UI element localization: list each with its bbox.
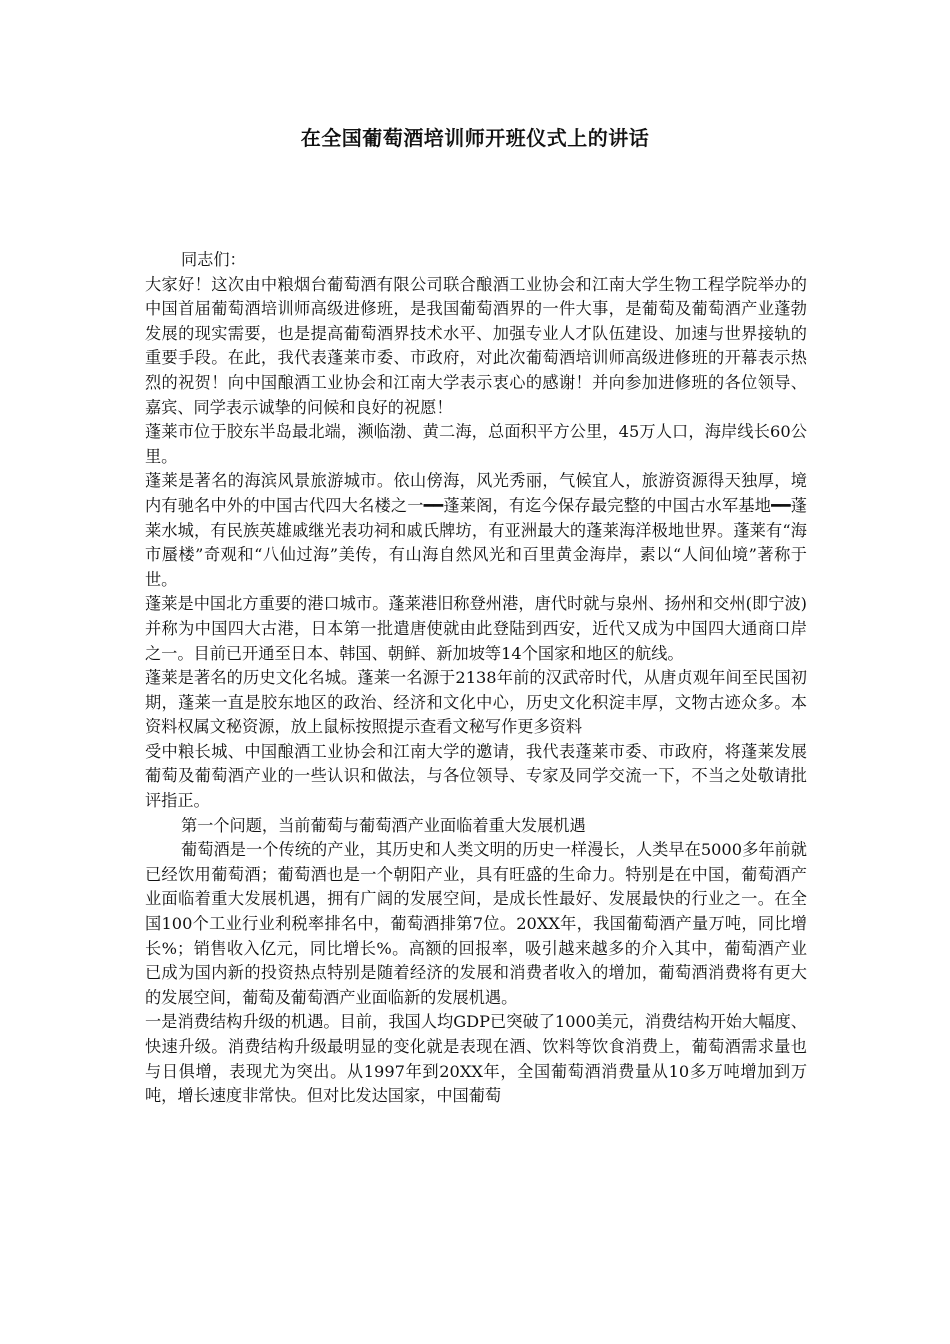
salutation: 同志们： xyxy=(181,250,246,269)
paragraph: 葡萄酒是一个传统的产业，其历史和人类文明的历史一样漫长，人类早在5000多年前就已经饮用葡萄酒；葡萄酒也是一个朝阳产业，具有旺盛的生命力。特别是在中国，葡萄酒产业面临着重大发展机遇，拥有广阔的发展空间，是成长性最好、发展最快的行业之一。在全国100个工业行业利税率排名中，葡萄酒排第7位。20XX年，我国葡萄酒产量万吨，同比增长%；销售收入亿元，同比增长%。高额的回报率，吸引越来越多的介入其中，葡萄酒产业已成为国内新的投资热点特别是随着经济的发展和消费者收入的增加，葡萄酒消费将有更大的发展空间，葡萄及葡萄酒产业面临新的发展机遇。 xyxy=(145,840,807,1007)
page-title: 在全国葡萄酒培训师开班仪式上的讲话 xyxy=(300,126,650,150)
section-heading: 第一个问题，当前葡萄与葡萄酒产业面临着重大发展机遇 xyxy=(181,815,586,835)
paragraph: 受中粮长城、中国酿酒工业协会和江南大学的邀请，我代表蓬莱市委、市政府，将蓬莱发展葡萄及葡萄酒产业的一些认识和做法，与各位领导、专家及同学交流一下，不当之处敬请批评指正。 xyxy=(145,741,807,811)
paragraph: 大家好！这次由中粮烟台葡萄酒有限公司联合酿酒工业协会和江南大学生物工程学院举办的中国首届葡萄酒培训师高级进修班，是我国葡萄酒界的一件大事，是葡萄及葡萄酒产业蓬勃发展的现实需要，也是提高葡萄酒界技术水平、加强专业人才队伍建设、加速与世界接轨的重要手段。在此，我代表蓬莱市委、市政府，对此次葡萄酒培训师高级进修班的开幕表示热烈的祝贺！向中国酿酒工业协会和江南大学表示衷心的感谢！并向参加进修班的各位领导、嘉宾、同学表示诚挚的问候和良好的祝愿！ xyxy=(145,274,807,417)
paragraph: 蓬莱是著名的海滨风景旅游城市。依山傍海，风光秀丽，气候宜人，旅游资源得天独厚，境内有驰名中外的中国古代四大名楼之一━━蓬莱阁，有迄今保存最完整的中国古水军基地━━蓬莱水城，有民族英雄戚继光表功祠和戚氏牌坊，有亚洲最大的蓬莱海洋极地世界。蓬莱有“海市蜃楼”奇观和“八仙过海”美传，有山海自然风光和百里黄金海岸，素以“人间仙境”著称于世。 xyxy=(145,471,807,589)
paragraph: 一是消费结构升级的机遇。目前，我国人均GDP已突破了1000美元，消费结构开始大幅度、快速升级。消费结构升级最明显的变化就是表现在酒、饮料等饮食消费上，葡萄酒需求量也与日俱增，表现尤为突出。从1997年到20XX年，全国葡萄酒消费量从10多万吨增加到万吨，增长速度非常快。但对比发达国家，中国葡萄 xyxy=(145,1012,808,1106)
document-body xyxy=(145,248,807,1109)
paragraph: 蓬莱是著名的历史文化名城。蓬莱一名源于2138年前的汉武帝时代，从唐贞观年间至民国初期，蓬莱一直是胶东地区的政治、经济和文化中心，历史文化积淀丰厚，文物古迹众多。本资料权属文秘资源，放上鼠标按照提示查看文秘写作更多资料 xyxy=(145,668,807,737)
paragraph: 蓬莱是中国北方重要的港口城市。蓬莱港旧称登州港，唐代时就与泉州、扬州和交州(即宁波)并称为中国四大古港，日本第一批遣唐使就由此登陆到西安，近代又成为中国四大通商口岸之一。目前已开通至日本、韩国、朝鲜、新加坡等14个国家和地区的航线。 xyxy=(145,594,807,663)
paragraph: 蓬莱市位于胶东半岛最北端，濒临渤、黄二海，总面积平方公里，45万人口，海岸线长60公里。 xyxy=(145,422,807,466)
